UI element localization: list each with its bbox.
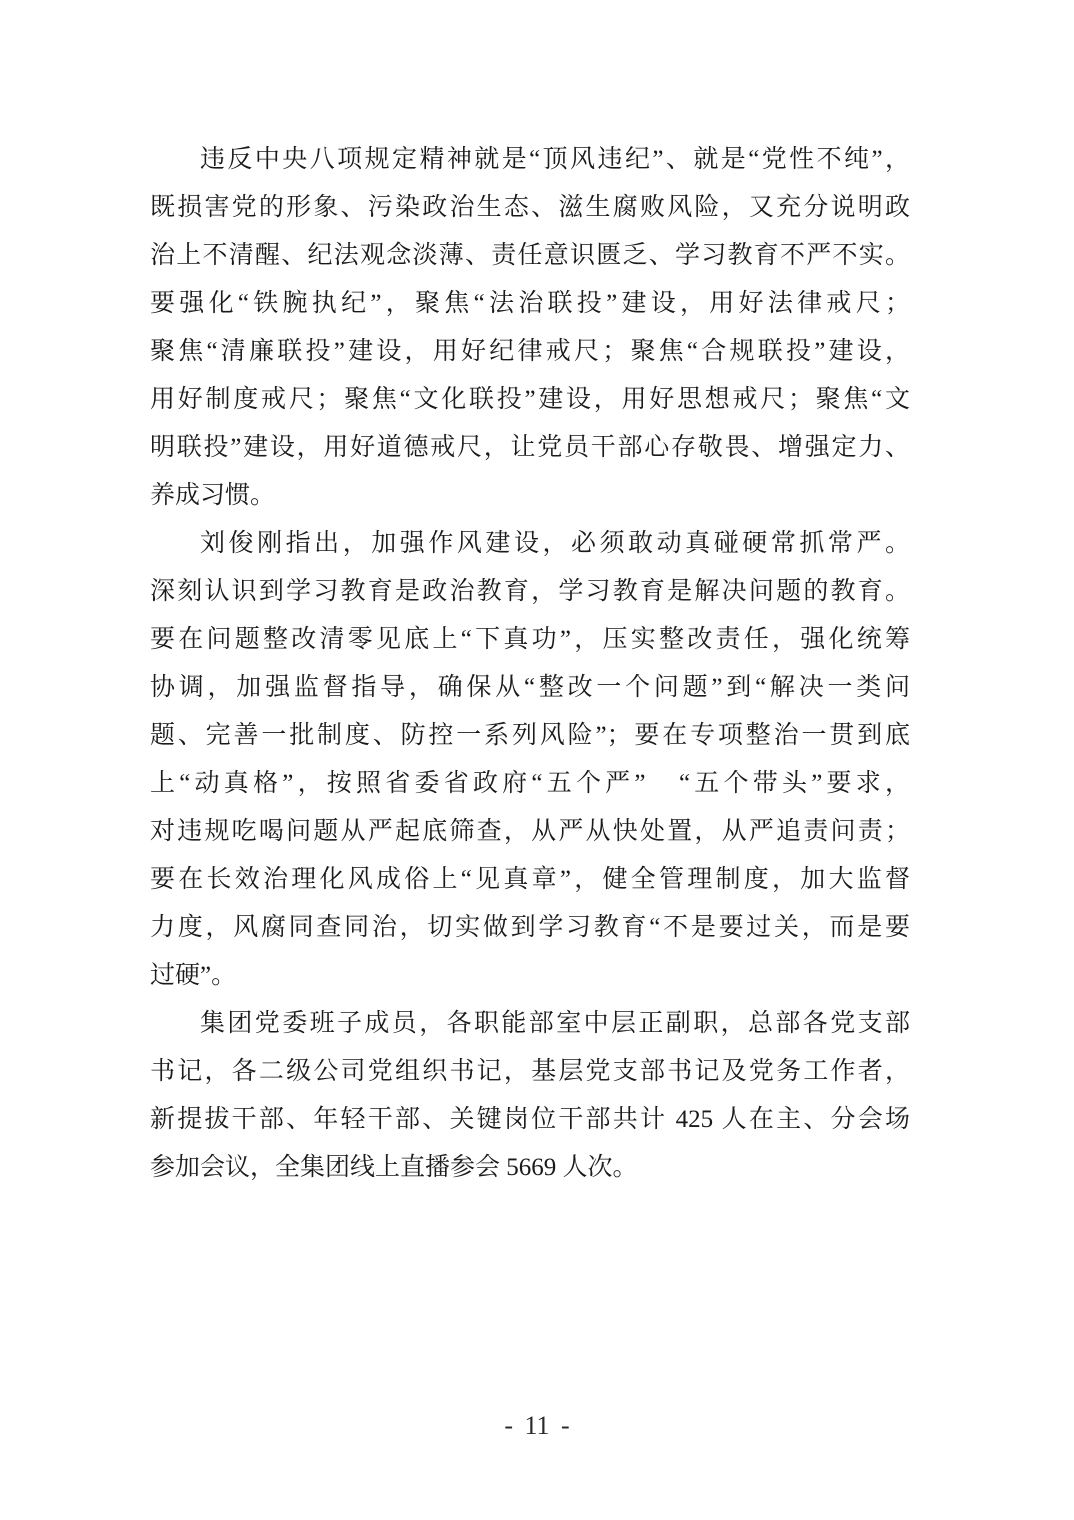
text-line: 题、完善一批制度、防控一系列风险”；要在专项整治一贯到底: [150, 722, 910, 749]
text-line: 参加会议，全集团线上直播参会 5669 人次。: [150, 1154, 638, 1181]
text-line: 集团党委班子成员，各职能部室中层正副职，总部各党支部: [200, 1010, 910, 1037]
text-line: 违反中央八项规定精神就是“顶风违纪”、就是“党性不纯”，: [200, 146, 910, 173]
text-line: 力度，风腐同查同治，切实做到学习教育“不是要过关，而是要: [150, 914, 910, 941]
page-number: - 11 -: [504, 1411, 570, 1440]
text-line: 对违规吃喝问题从严起底筛查，从严从快处置，从严追责问责；: [150, 818, 910, 845]
text-line: 刘俊刚指出，加强作风建设，必须敢动真碰硬常抓常严。: [200, 530, 910, 557]
text-line: 书记，各二级公司党组织书记，基层党支部书记及党务工作者，: [150, 1058, 910, 1085]
paragraph: [150, 1000, 910, 1192]
text-line: 深刻认识到学习教育是政治教育，学习教育是解决问题的教育。: [150, 578, 910, 605]
text-line: 协调，加强监督指导，确保从“整改一个问题”到“解决一类问: [150, 674, 910, 701]
text-line: 明联投”建设，用好道德戒尺，让党员干部心存敬畏、增强定力、: [150, 434, 910, 461]
text-line: 过硬”。: [150, 962, 237, 989]
text-line: 要强化“铁腕执纪”，聚焦“法治联投”建设，用好法律戒尺；: [150, 290, 910, 317]
paragraph: [150, 520, 910, 1000]
document-body: [150, 136, 910, 1192]
text-line: 养成习惯。: [150, 482, 276, 509]
text-line: 既损害党的形象、污染政治生态、滋生腐败风险，又充分说明政: [150, 194, 910, 221]
paragraph: [150, 136, 910, 520]
text-line: 要在长效治理化风成俗上“见真章”，健全管理制度，加大监督: [150, 866, 910, 893]
text-line: 新提拔干部、年轻干部、关键岗位干部共计 425 人在主、分会场: [150, 1106, 910, 1133]
text-line: 聚焦“清廉联投”建设，用好纪律戒尺；聚焦“合规联投”建设，: [150, 338, 910, 365]
text-line: 用好制度戒尺；聚焦“文化联投”建设，用好思想戒尺；聚焦“文: [150, 386, 910, 413]
text-line: 治上不清醒、纪法观念淡薄、责任意识匮乏、学习教育不严不实。: [150, 242, 910, 269]
text-line: 上“动真格”，按照省委省政府“五个严” “五个带头”要求，: [150, 770, 910, 797]
text-line: 要在问题整改清零见底上“下真功”，压实整改责任，强化统筹: [150, 626, 910, 653]
